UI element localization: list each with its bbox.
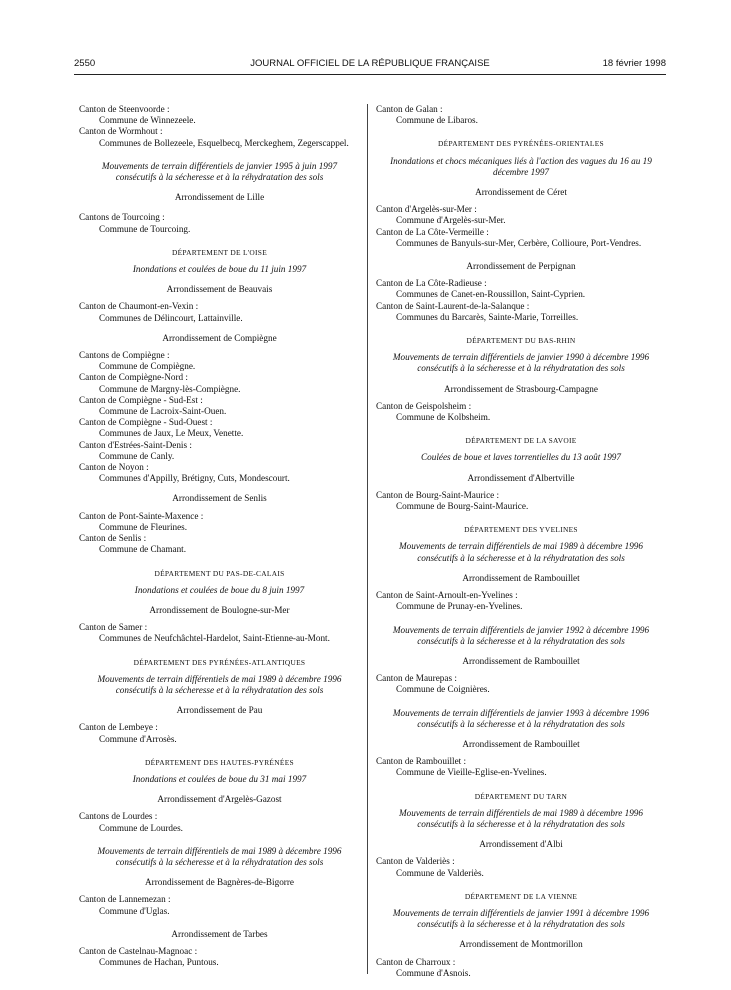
event-description: Mouvements de terrain différentiels de mai 1989 à décembre 1996 consécutifs à la sécheresse et à la réhydratation des sols — [97, 673, 342, 695]
spacer — [79, 785, 360, 794]
event-description: Mouvements de terrain différentiels de mai 1989 à décembre 1996 consécutifs à la sécheresse et à la réhydratation des sols — [398, 541, 643, 563]
commune-line: Commune de Valderiès. — [396, 867, 484, 878]
spacer — [79, 149, 360, 161]
canton-line: Cantons de Compiègne : — [79, 350, 170, 361]
spacer — [79, 203, 360, 212]
spacer — [376, 564, 666, 573]
event-description: Mouvements de terrain différentiels de mai 1989 à décembre 1996 consécutifs à la sécheresse et à la réhydratation des sols — [97, 845, 342, 867]
spacer — [79, 556, 360, 568]
canton-line: Canton de Maurepas : — [376, 673, 457, 684]
department-heading: DÉPARTEMENT DE L'OISE — [171, 247, 268, 257]
canton-line: Canton de Wormhout : — [79, 126, 163, 137]
issue-date: 18 février 1998 — [602, 58, 666, 69]
spacer — [79, 745, 360, 757]
commune-line: Commune d'Uglas. — [99, 905, 170, 916]
event-description: Inondations et coulées de boue du 11 juin 1997 — [132, 264, 307, 275]
arrondissement-heading: Arrondissement de Céret — [475, 187, 567, 198]
commune-line: Commune de Fleurines. — [99, 521, 188, 532]
spacer — [79, 834, 360, 846]
arrondissement-heading: Arrondissement de Senlis — [172, 493, 267, 504]
arrondissement-heading: Arrondissement de Compiègne — [162, 332, 277, 343]
commune-line: Commune de Libaros. — [396, 115, 478, 126]
spacer — [376, 464, 666, 473]
spacer — [376, 830, 666, 839]
canton-line: Canton de Senlis : — [79, 533, 147, 544]
spacer — [79, 484, 360, 493]
spacer — [79, 868, 360, 877]
canton-line: Canton de Steenvoorde : — [79, 104, 170, 114]
spacer — [376, 879, 666, 891]
event-description: Mouvements de terrain différentiels de janvier 1992 à décembre 1996 consécutifs à la sécheresse et à la réhydratation des sols — [392, 624, 650, 646]
commune-line: Communes de Hachan, Puntous. — [99, 957, 219, 968]
spacer — [79, 696, 360, 705]
canton-line: Canton de Compiègne - Sud-Est : — [79, 394, 203, 405]
canton-line: Cantons de Lourdes : — [79, 811, 158, 822]
commune-line: Communes d'Appilly, Brétigny, Cuts, Mondescourt. — [99, 473, 290, 484]
commune-line: Commune de Tourcoing. — [99, 223, 191, 234]
left-column — [79, 104, 360, 968]
spacer — [79, 235, 360, 247]
arrondissement-heading: Arrondissement de Rambouillet — [462, 738, 580, 749]
canton-line: Canton de Lembeye : — [79, 722, 158, 733]
arrondissement-heading: Arrondissement de Lille — [174, 192, 265, 203]
canton-line: Canton de Compiègne - Sud-Ouest : — [79, 417, 213, 428]
page-header — [74, 58, 666, 72]
commune-line: Commune de Lacroix-Saint-Ouen. — [99, 406, 227, 417]
spacer — [376, 126, 666, 138]
arrondissement-heading: Arrondissement de Beauvais — [166, 284, 273, 295]
arrondissement-heading: Arrondissement de Rambouillet — [462, 572, 580, 583]
commune-line: Commune de Winnezeele. — [99, 115, 196, 126]
commune-line: Commune de Lourdes. — [99, 822, 183, 833]
arrondissement-heading: Arrondissement de Boulogne-sur-Mer — [149, 604, 290, 615]
department-heading: DÉPARTEMENT DE LA VIENNE — [464, 891, 578, 901]
spacer — [376, 323, 666, 335]
commune-line: Commune de Compiègne. — [99, 361, 196, 372]
event-description: Mouvements de terrain différentiels de janvier 1993 à décembre 1996 consécutifs à la sécheresse et à la réhydratation des sols — [392, 707, 650, 729]
spacer — [376, 930, 666, 939]
commune-line: Commune d'Asnois. — [396, 967, 471, 978]
event-description: Inondations et coulées de boue du 31 mai 1997 — [132, 773, 307, 784]
spacer — [376, 423, 666, 435]
commune-line: Communes de Jaux, Le Meux, Venette. — [99, 428, 244, 439]
canton-line: Canton de Galan : — [376, 104, 443, 114]
commune-line: Communes de Canet-en-Roussillon, Saint-Cyprien. — [396, 289, 586, 300]
canton-line: Canton de Noyon : — [79, 462, 149, 473]
commune-line: Commune de Prunay-en-Yvelines. — [396, 601, 523, 612]
department-heading: DÉPARTEMENT DE LA SAVOIE — [465, 436, 577, 446]
canton-line: Canton d'Estrées-Saint-Denis : — [79, 439, 192, 450]
canton-line: Canton de La Côte-Vermeille : — [376, 226, 489, 237]
canton-line: Canton de Valderiès : — [376, 856, 455, 867]
department-heading: DÉPARTEMENT DES YVELINES — [464, 525, 578, 535]
canton-line: Canton de Saint-Arnoult-en-Yvelines : — [376, 590, 518, 601]
canton-line: Canton de Castelnau-Magnoac : — [79, 945, 198, 956]
spacer — [376, 647, 666, 656]
arrondissement-heading: Arrondissement de Strasbourg-Campagne — [444, 383, 598, 394]
spacer — [376, 375, 666, 384]
journal-title: JOURNAL OFFICIEL DE LA RÉPUBLIQUE FRANÇAISE — [250, 58, 490, 69]
spacer — [376, 730, 666, 739]
page-number: 2550 — [74, 58, 96, 69]
commune-line: Commune de Canly. — [99, 450, 175, 461]
commune-line: Communes de Bollezeele, Esquelbecq, Merckeghem, Zegerscappel. — [99, 137, 349, 148]
event-description: Mouvements de terrain différentiels de mai 1989 à décembre 1996 consécutifs à la sécheresse et à la réhydratation des sols — [398, 807, 643, 829]
column-divider — [367, 104, 368, 974]
commune-line: Commune de Margny-lès-Compiègne. — [99, 383, 241, 394]
event-description: Mouvements de terrain différentiels de janvier 1990 à décembre 1996 consécutifs à la sécheresse et à la réhydratation des sols — [392, 352, 650, 374]
canton-line: Canton de Compiègne-Nord : — [79, 372, 188, 383]
canton-line: Cantons de Tourcoing : — [79, 212, 165, 223]
department-heading: DÉPARTEMENT DES HAUTES-PYRÉNÉES — [145, 757, 294, 767]
commune-line: Communes de Banyuls-sur-Mer, Cerbère, Collioure, Port-Vendres. — [396, 237, 642, 248]
commune-line: Communes de Délincourt, Lattainville. — [99, 312, 243, 323]
spacer — [376, 249, 666, 261]
commune-line: Commune d'Argelès-sur-Mer. — [396, 215, 506, 226]
canton-line: Canton de Rambouillet : — [376, 756, 467, 767]
event-description: Inondations et coulées de boue du 8 juin 1997 — [134, 584, 305, 595]
canton-line: Canton de Saint-Laurent-de-la-Salanque : — [376, 300, 530, 311]
arrondissement-heading: Arrondissement de Tarbes — [171, 928, 268, 939]
canton-line: Canton d'Argelès-sur-Mer : — [376, 204, 477, 215]
canton-line: Canton de Geispolsheim : — [376, 400, 472, 411]
spacer — [376, 512, 666, 524]
right-column — [376, 104, 666, 979]
arrondissement-heading: Arrondissement d'Albi — [479, 839, 563, 850]
arrondissement-heading: Arrondissement de Bagnères-de-Bigorre — [145, 877, 294, 888]
arrondissement-heading: Arrondissement de Montmorillon — [459, 939, 583, 950]
event-description: Inondations et chocs mécaniques liés à l'action des vagues du 16 au 19 décembre 1997 — [390, 155, 652, 177]
commune-line: Communes de Neufchâchtel-Hardelot, Saint-Etienne-au-Mont. — [99, 633, 330, 644]
department-heading: DÉPARTEMENT DU TARN — [474, 791, 568, 801]
canton-line: Canton de La Côte-Radieuse : — [376, 278, 487, 289]
spacer — [79, 275, 360, 284]
canton-line: Canton de Chaumont-en-Vexin : — [79, 301, 199, 312]
arrondissement-heading: Arrondissement d'Argelès-Gazost — [157, 794, 282, 805]
commune-line: Commune de Vieille-Eglise-en-Yvelines. — [396, 767, 547, 778]
arrondissement-heading: Arrondissement de Pau — [176, 705, 263, 716]
event-description: Coulées de boue et laves torrentielles du 13 août 1997 — [421, 452, 621, 463]
spacer — [79, 596, 360, 605]
commune-line: Commune de Kolbsheim. — [396, 412, 491, 423]
commune-line: Commune d'Arrosès. — [99, 733, 177, 744]
commune-line: Commune de Bourg-Saint-Maurice. — [396, 501, 529, 512]
spacer — [79, 324, 360, 333]
arrondissement-heading: Arrondissement de Perpignan — [466, 261, 576, 272]
canton-line: Canton de Pont-Sainte-Maxence : — [79, 510, 204, 521]
canton-line: Canton de Bourg-Saint-Maurice : — [376, 489, 500, 500]
spacer — [376, 613, 666, 625]
department-heading: DÉPARTEMENT DU BAS-RHIN — [466, 336, 576, 346]
commune-line: Commune de Chamant. — [99, 544, 187, 555]
spacer — [376, 779, 666, 791]
canton-line: Canton de Charroux : — [376, 956, 456, 967]
department-heading: DÉPARTEMENT DES PYRÉNÉES-ATLANTIQUES — [133, 657, 306, 667]
spacer — [79, 183, 360, 192]
canton-line: Canton de Lannemezan : — [79, 894, 171, 905]
arrondissement-heading: Arrondissement de Rambouillet — [462, 655, 580, 666]
event-description: Mouvements de terrain différentiels de janvier 1995 à juin 1997 consécutifs à la sécheresse et à la réhydratation des sols — [101, 160, 338, 183]
spacer — [79, 645, 360, 657]
canton-line: Canton de Samer : — [79, 622, 148, 633]
event-description: Mouvements de terrain différentiels de janvier 1991 à décembre 1996 consécutifs à la sécheresse et à la réhydratation des sols — [392, 907, 650, 930]
spacer — [376, 178, 666, 187]
commune-line: Communes du Barcarès, Sainte-Marie, Torreilles. — [396, 311, 579, 322]
department-heading: DÉPARTEMENT DES PYRÉNÉES-ORIENTALES — [438, 139, 604, 149]
arrondissement-heading: Arrondissement d'Albertville — [467, 472, 575, 483]
department-heading: DÉPARTEMENT DU PAS-DE-CALAIS — [154, 568, 285, 578]
commune-line: Commune de Coignières. — [396, 684, 490, 695]
spacer — [79, 917, 360, 929]
header-rule — [74, 74, 666, 75]
spacer — [376, 696, 666, 708]
